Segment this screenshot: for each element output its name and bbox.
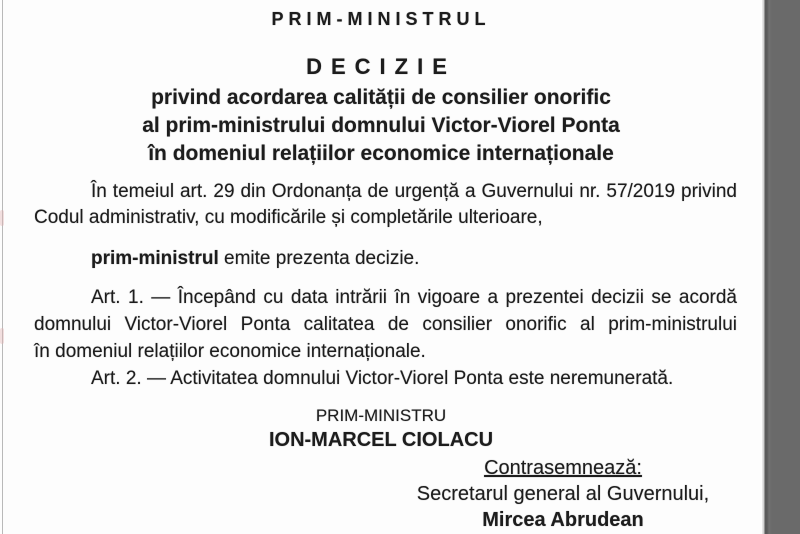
page-left-edge-line	[2, 0, 3, 534]
articles-section	[34, 284, 737, 392]
article-1-line-1: Art. 1. — Începând cu data intrării în vigoare a prezentei decizii se acordă	[91, 287, 737, 308]
countersignature-block	[380, 455, 746, 533]
enactment-issuer: prim-ministrul	[91, 248, 219, 269]
document-title	[0, 84, 762, 168]
title-line-2: al prim-ministrului domnului Victor-Viorel Ponta	[142, 114, 620, 137]
title-line-1: privind acordarea calității de consilier onorific	[151, 86, 611, 109]
signer-role: PRIM-MINISTRU	[315, 406, 447, 425]
signer-name: ION-MARCEL CIOLACU	[268, 429, 494, 451]
title-line-3: în domeniul relațiilor economice internaționale	[148, 142, 614, 165]
countersign-label: Contrasemnează:	[484, 457, 642, 479]
article-2: Art. 2. — Activitatea domnului Victor-Viorel Ponta este neremunerată.	[91, 368, 674, 389]
countersigner-name: Mircea Abrudean	[482, 509, 644, 531]
scan-background-band	[762, 0, 800, 534]
preamble-paragraph	[34, 179, 737, 231]
countersigner-role: Secretarul general al Guvernului,	[416, 483, 710, 505]
document-type-heading: DECIZIE	[306, 54, 456, 79]
scan-artifact	[0, 210, 4, 226]
preamble-line-2: Codul administrativ, cu modificările și completările ulterioare,	[34, 207, 543, 228]
scan-artifact	[0, 328, 4, 344]
enactment-text: emite prezenta decizie.	[218, 248, 420, 269]
article-1-line-2: domnului Victor-Viorel Ponta calitatea de consilier onorific al prim-ministrului	[34, 314, 737, 335]
issuing-authority-header: PRIM-MINISTRUL	[271, 9, 491, 29]
preamble-line-1: În temeiul art. 29 din Ordonanța de urgență a Guvernului nr. 57/2019 privind	[91, 181, 737, 202]
signature-block	[0, 406, 762, 452]
enactment-paragraph	[34, 246, 794, 272]
article-1-line-3: în domeniul relațiilor economice internaționale.	[34, 341, 426, 362]
